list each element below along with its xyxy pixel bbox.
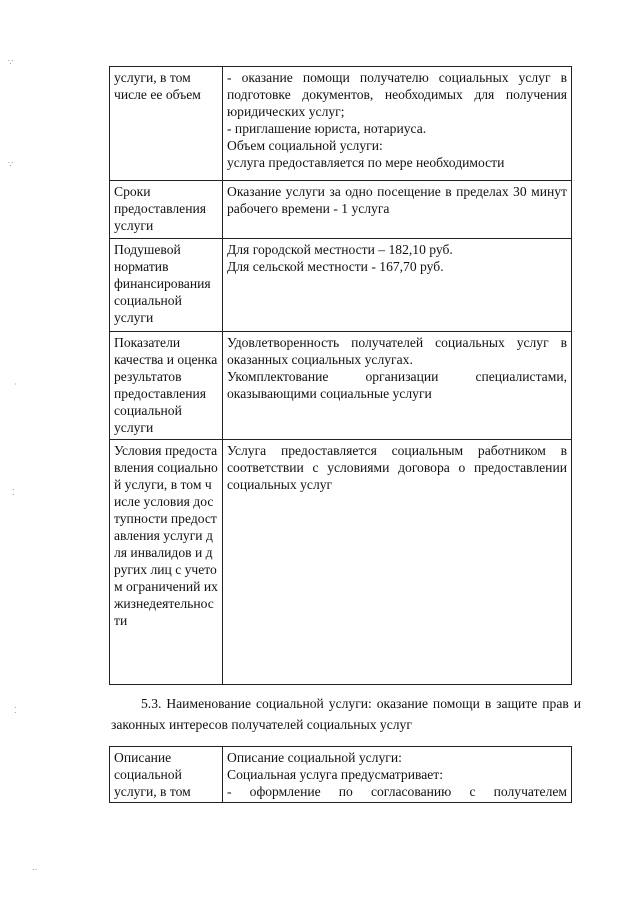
value-line: - оформление по согласованию с получателем	[227, 784, 567, 799]
row-value	[223, 181, 572, 239]
row-label: Описание социальной услуги, в том	[110, 747, 223, 803]
value-line: Для сельской местности - 167,70 руб.	[227, 259, 444, 274]
value-line: Укомплектование организации специалистами, оказывающими социальные услуги	[227, 369, 567, 401]
scan-speck: ∵	[8, 160, 14, 169]
row-value	[223, 67, 572, 181]
value-line: - приглашение юриста, нотариуса.	[227, 121, 427, 136]
scan-speck: ∵	[8, 58, 14, 67]
table-row	[110, 181, 572, 239]
row-label: Показатели качества и оценка результатов предоставления социальной услуги	[110, 332, 223, 440]
value-line: Социальная услуга предусматривает:	[227, 767, 443, 782]
value-line: Для городской местности – 182,10 руб.	[227, 242, 453, 257]
scan-speck: ⁚	[14, 706, 17, 715]
table-row	[110, 239, 572, 332]
row-value	[223, 440, 572, 685]
value-line: Оказание услуги за одно посещение в пределах 30 минут рабочего времени - 1 услуга	[227, 184, 567, 216]
service-table-continued	[109, 746, 572, 803]
row-label: Условия предоставления социальной услуги, в том числе условия доступности предоставления услуги для инвалидов и других лиц с учетом ограничений их жизнедеятельности	[110, 440, 223, 685]
row-label: Подушевой норматив финансирования социальной услуги	[110, 239, 223, 332]
value-line: Услуга предоставляется социальным работником в соответствии с условиями договора о предоставлении социальных услуг	[227, 443, 567, 492]
table-row	[110, 332, 572, 440]
value-line: Удовлетворенность получателей социальных услуг в оказанных социальных услугах.	[227, 335, 567, 367]
table-row	[110, 440, 572, 685]
value-line: Описание социальной услуги:	[227, 750, 402, 765]
service-table	[109, 66, 572, 685]
table-row	[110, 67, 572, 181]
row-label: Сроки предоставления услуги	[110, 181, 223, 239]
scan-speck: ⁚	[12, 488, 15, 497]
value-line: Объем социальной услуги:	[227, 138, 383, 153]
scan-speck: ‥	[32, 863, 38, 872]
row-value	[223, 747, 572, 803]
table-row	[110, 747, 572, 803]
row-label: услуги, в том числе ее объем	[110, 67, 223, 181]
scan-speck: ·	[14, 380, 17, 389]
section-heading: 5.3. Наименование социальной услуги: оказание помощи в защите прав и законных интересов получателей социальных услуг	[111, 696, 581, 732]
row-value	[223, 239, 572, 332]
value-line: - оказание помощи получателю социальных услуг в подготовке документов, необходимых для получения юридических услуг;	[227, 70, 567, 119]
value-line: услуга предоставляется по мере необходимости	[227, 155, 505, 170]
row-value	[223, 332, 572, 440]
